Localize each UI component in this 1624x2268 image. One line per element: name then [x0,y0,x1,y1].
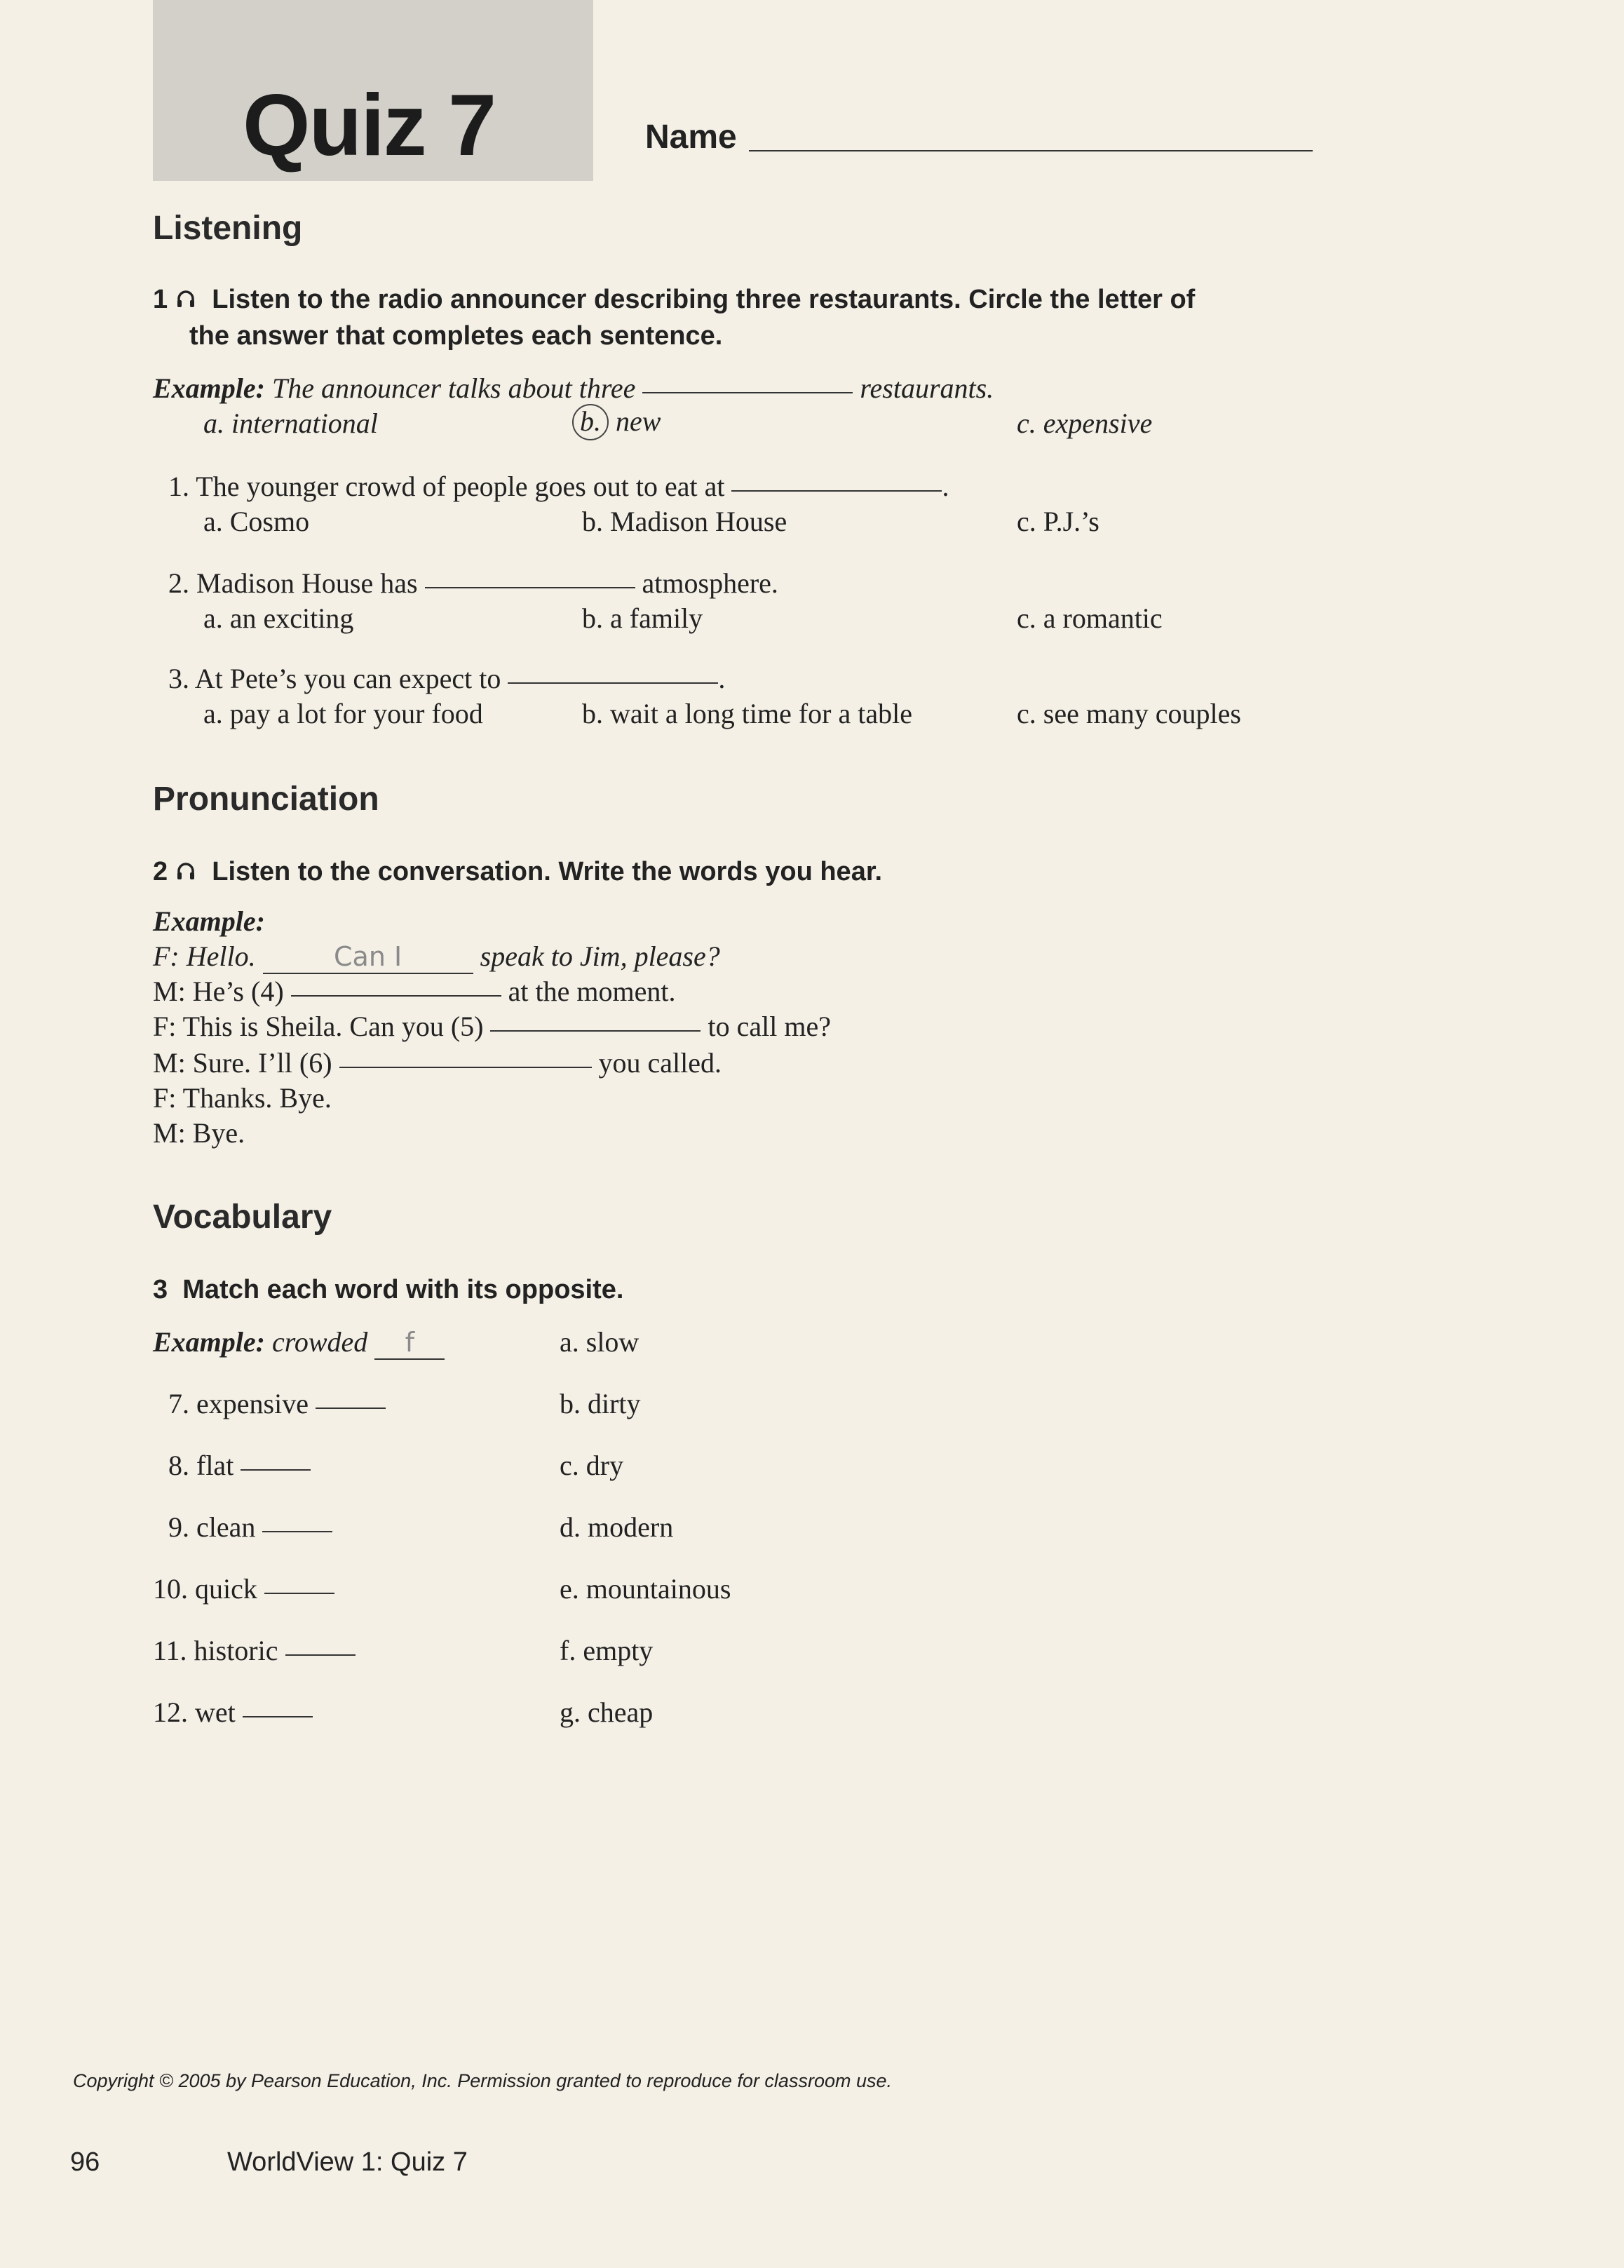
answer-blank[interactable] [285,1654,356,1656]
vocab-word: 10. quick [153,1573,257,1605]
instruction-text: Listen to the conversation. Write the words you hear. [212,857,883,886]
dialogue-text: to call me? [708,1011,831,1042]
example-text-before: The announcer talks about three [271,372,636,404]
option-b: b. wait a long time for a table [582,698,912,729]
answer-blank[interactable] [642,392,853,393]
vocabulary-heading: Vocabulary [153,1199,332,1236]
dialogue-text: you called. [598,1047,722,1079]
option-b: b. a family [582,602,703,634]
dialogue-line: F: Thanks. Bye. [153,1082,332,1114]
option-c: c. a romantic [1017,602,1163,634]
option-c: c. P.J.’s [1017,506,1099,537]
instruction-text: Match each word with its opposite. [182,1275,624,1304]
option-a: a. Cosmo [203,506,310,537]
dialogue-text: M: Sure. I’ll (6) [153,1047,332,1079]
question-stem: 1. The younger crowd of people goes out to eat at [168,471,725,502]
book-title: WorldView 1: Quiz 7 [227,2147,468,2177]
answer-blank[interactable] [263,940,473,974]
page-number: 96 [70,2147,100,2177]
vocab-word: 11. historic [153,1635,278,1666]
option-a: a. pay a lot for your food [203,698,483,729]
answer-blank[interactable] [490,1030,701,1032]
answer-blank[interactable] [374,1325,445,1360]
quiz-title: Quiz 7 [243,77,496,174]
example-option-c: c. expensive [1017,407,1153,439]
example-option-b [576,404,661,440]
answer-blank[interactable] [316,1408,386,1409]
headphones-icon [175,288,196,309]
answer-blank[interactable] [291,995,501,997]
option-b: b. Madison House [582,506,787,537]
handwritten-answer: f [405,1327,414,1358]
vocab-option: b. dirty [560,1388,641,1419]
listening-heading: Listening [153,210,303,247]
vocab-word: 8. flat [168,1450,234,1481]
dialogue-text: F: This is Sheila. Can you (5) [153,1011,484,1042]
example-option-b-text: new [616,405,661,437]
question-stem-end: . [942,471,949,502]
dialogue-text: M: He’s (4) [153,976,284,1007]
vocab-item [168,1511,332,1544]
dialogue-line [153,1046,722,1079]
answer-blank[interactable] [508,682,718,684]
vocab-option: c. dry [560,1450,624,1481]
answer-blank[interactable] [731,490,942,492]
question-stem: 2. Madison House has [168,567,418,599]
name-label: Name [645,119,737,156]
vocab-item [153,1696,313,1729]
example-label: Example: [153,372,265,404]
headphones-icon [175,860,196,882]
example-word: crowded [271,1326,368,1358]
question-stem-end: atmosphere. [642,567,778,599]
answer-blank[interactable] [262,1531,332,1532]
answer-blank[interactable] [241,1469,311,1471]
vocab-word: 7. expensive [168,1388,309,1419]
vocab-option: e. mountainous [560,1573,731,1605]
answer-blank[interactable] [243,1716,313,1717]
listening-instruction [153,285,1195,315]
vocab-option: a. slow [560,1326,640,1358]
vocab-option: f. empty [560,1635,654,1666]
option-c: c. see many couples [1017,698,1241,729]
answer-blank[interactable] [264,1593,334,1594]
answer-blank[interactable] [339,1067,592,1068]
vocab-item [153,1634,356,1667]
vocab-word: 12. wet [153,1696,236,1728]
listening-example [153,372,994,405]
option-a: a. an exciting [203,602,354,634]
instruction-number: 2 [153,857,168,886]
instruction-number: 1 [153,285,168,314]
example-text-after: restaurants. [860,372,994,404]
instruction-number: 3 [153,1275,168,1304]
instruction-line2: the answer that completes each sentence. [189,321,723,351]
vocabulary-instruction [153,1275,623,1305]
dialogue-line [153,940,720,974]
question-1 [168,470,949,503]
handwritten-answer: Can I [334,941,402,972]
vocab-word: 9. clean [168,1511,256,1543]
dialogue-text: F: Hello. [153,940,256,972]
question-2 [168,567,778,600]
dialogue-line: M: Bye. [153,1117,245,1149]
question-stem: 3. At Pete’s you can expect to [168,663,501,694]
pronunciation-instruction [153,857,882,887]
dialogue-line [153,1010,831,1043]
circled-answer: b. [572,404,609,440]
vocab-item [168,1387,386,1420]
vocab-item [153,1572,334,1605]
example-label: Example: [153,1326,265,1358]
dialogue-text: at the moment. [508,976,676,1007]
vocab-example [153,1325,445,1360]
question-3 [168,662,725,695]
pronunciation-example-label: Example: [153,905,265,937]
vocab-item [168,1449,311,1482]
instruction-line1: Listen to the radio announcer describing three restaurants. Circle the letter of [212,285,1196,314]
question-stem-end: . [718,663,726,694]
pronunciation-heading: Pronunciation [153,781,379,818]
vocab-option: d. modern [560,1511,674,1543]
copyright-notice: Copyright © 2005 by Pearson Education, Inc. Permission granted to reproduce for classroom use. [73,2070,893,2091]
dialogue-line [153,975,675,1008]
example-option-a: a. international [203,407,378,439]
answer-blank[interactable] [425,587,635,588]
dialogue-text: speak to Jim, please? [480,940,720,972]
name-field[interactable] [749,150,1313,151]
vocab-option: g. cheap [560,1696,654,1728]
